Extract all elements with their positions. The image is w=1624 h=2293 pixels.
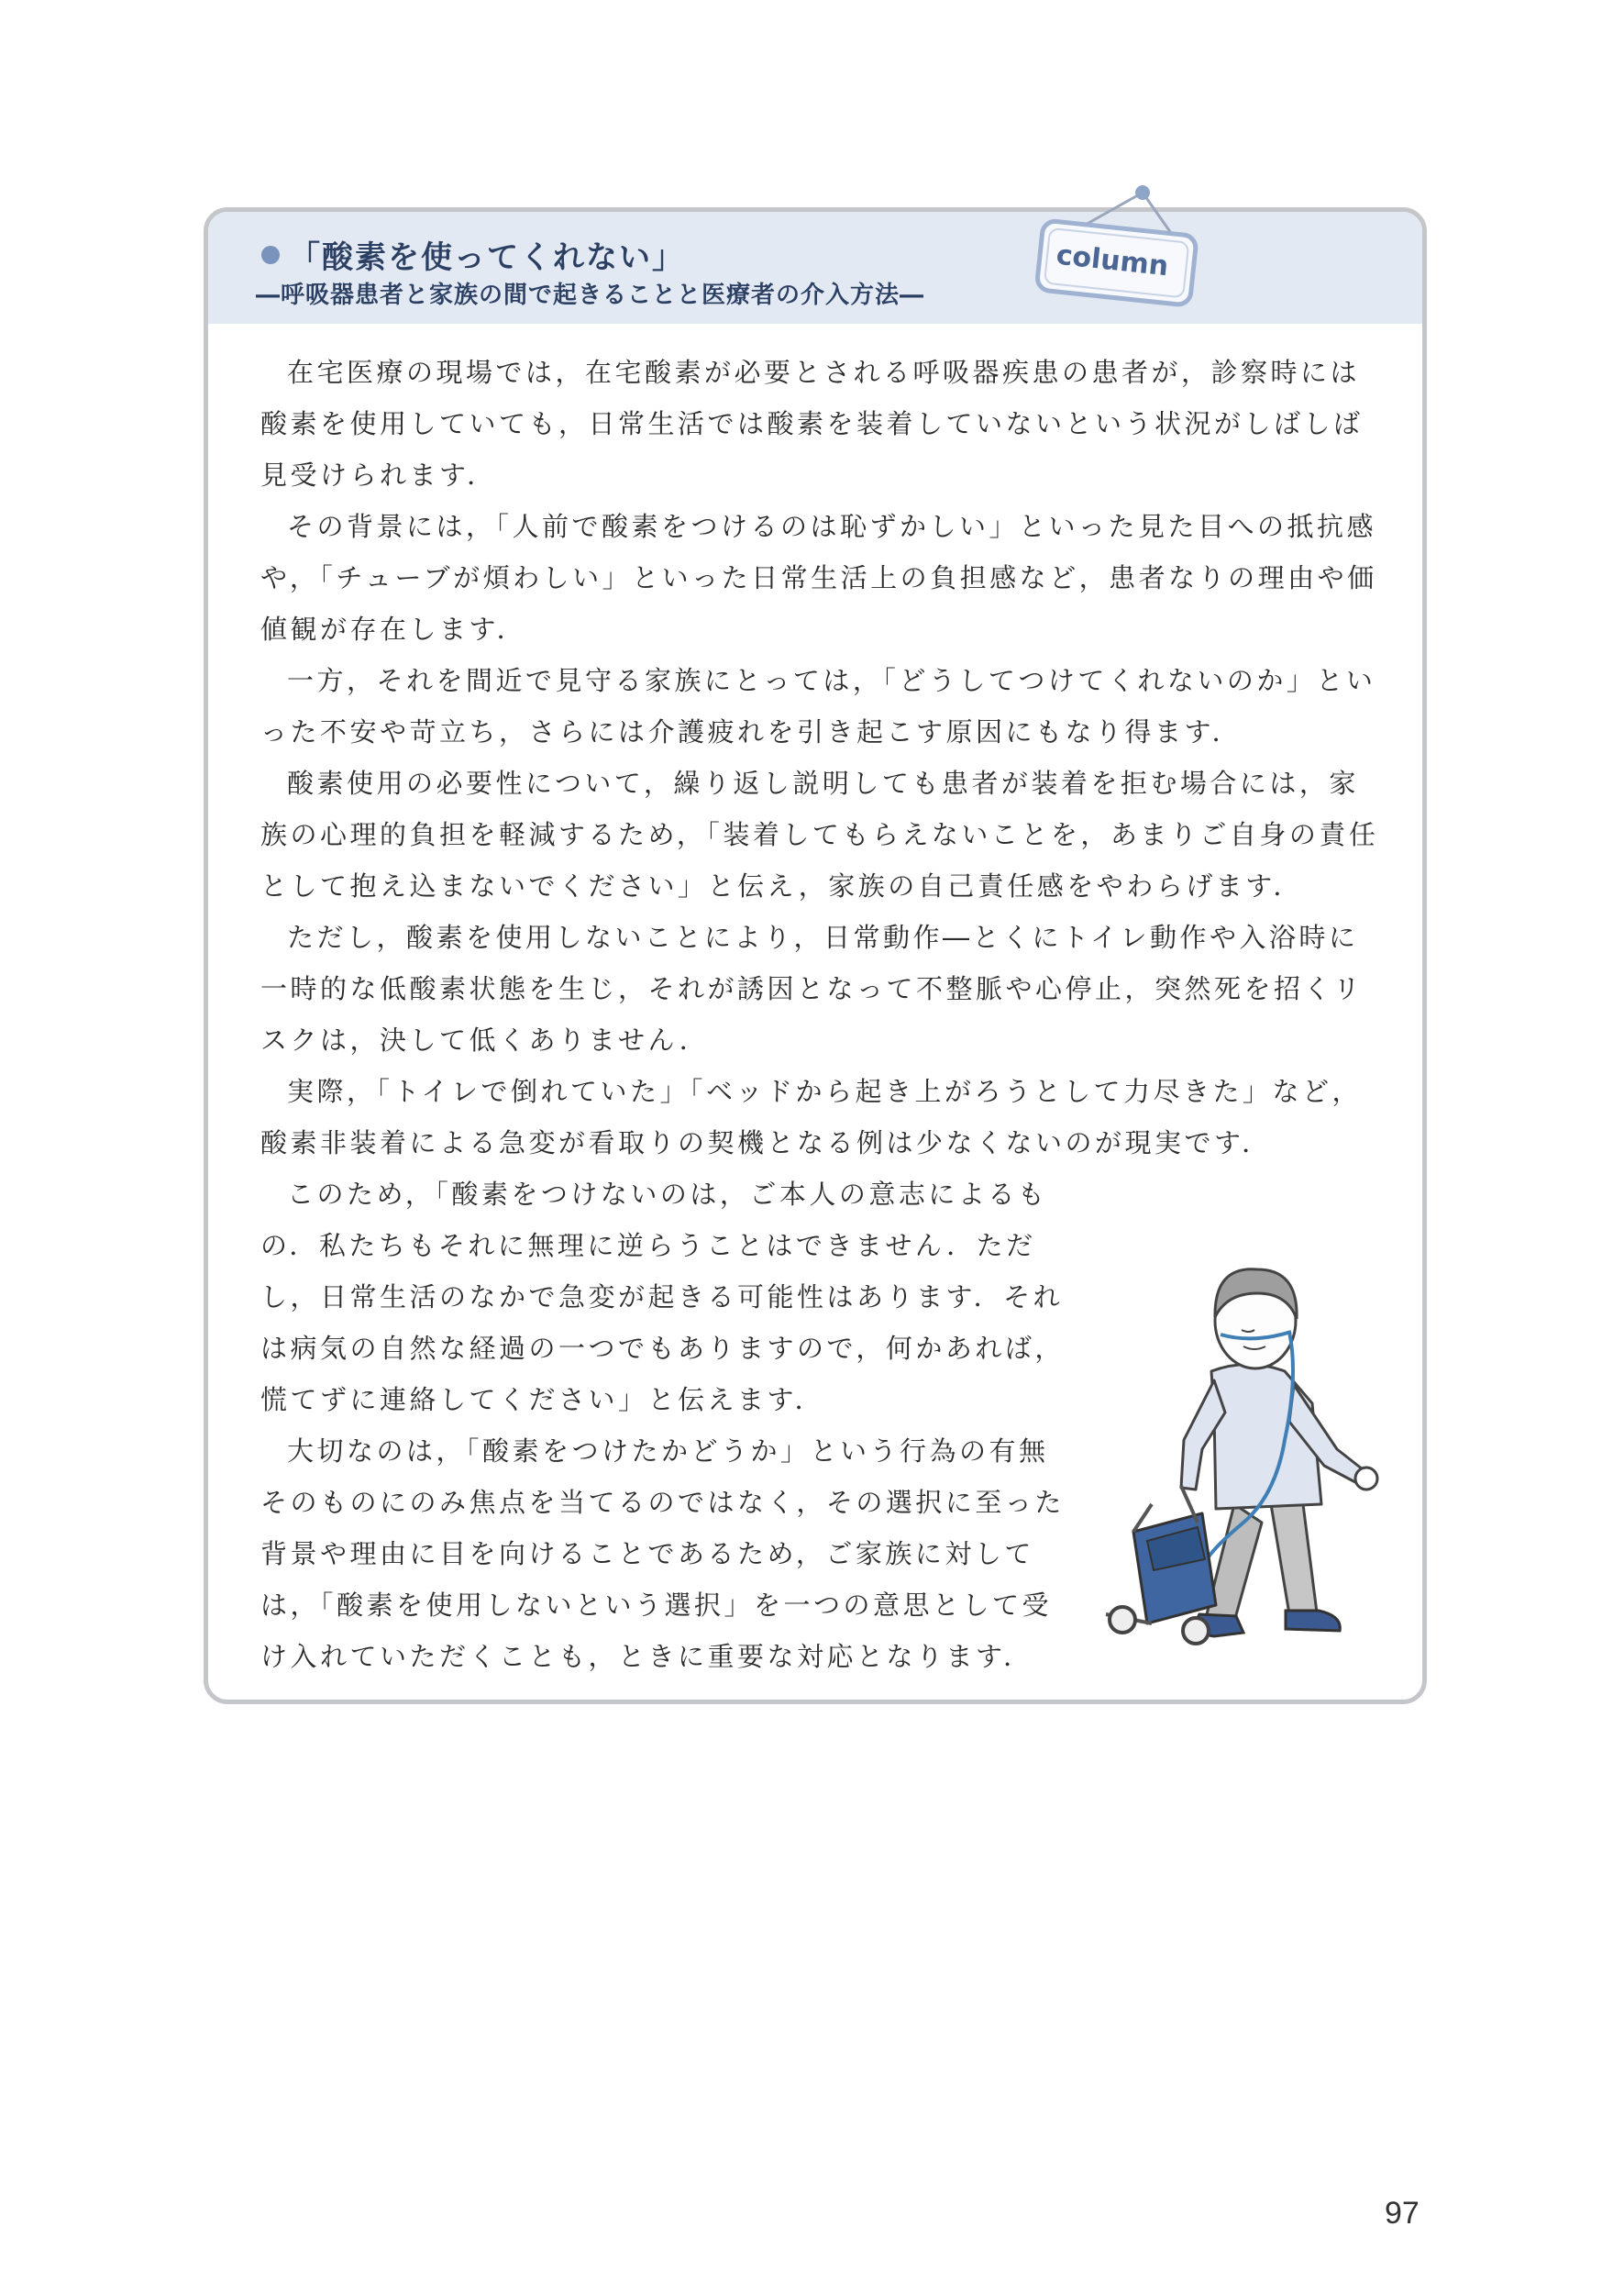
column-tag-label: column [1055, 238, 1170, 282]
paragraph: 在宅医療の現場では，在宅酸素が必要とされる呼吸器疾患の患者が，診察時には酸素を使用していても，日常生活では酸素を装着していないという状況がしばしば見受けられます． [260, 357, 1364, 491]
paragraph: このため，「酸素をつけないのは，ご本人の意志によるもの．私たちもそれに無理に逆らうことはできません．ただし，日常生活のなかで急変が起きる可能性はあります．それは病気の自然な経過の一つでもありますので，何かあれば，慌てずに連絡してください」と伝えます． [260, 1179, 1065, 1415]
paragraph: 酸素使用の必要性について，繰り返し説明しても患者が装着を拒む場合には，家族の心理的負担を軽減するため，「装着してもらえないことを，あまりご自身の責任として抱え込まないでください」と伝え，家族の自己責任感をやわらげます． [260, 768, 1379, 902]
paragraph: 実際，「トイレで倒れていた」「ベッドから起き上がろうとして力尽きた」など，酸素非装着による急変が看取りの契機となる例は少なくないのが現実です． [260, 1076, 1363, 1158]
elderly-man-with-oxygen-cart-illustration [1097, 1229, 1399, 1660]
column-title: 「酸素を使ってくれない」 [289, 239, 685, 276]
column-subtitle: ―呼吸器患者と家族の間で起きることと医療者の介入方法― [256, 282, 925, 309]
bullet-icon [261, 246, 280, 264]
paragraph: その背景には，「人前で酸素をつけるのは恥ずかしい」といった見た目への抵抗感や，「チューブが煩わしい」といった日常生活上の負担感など，患者なりの理由や価値観が存在します． [260, 511, 1377, 645]
paragraph: 大切なのは，「酸素をつけたかどうか」という行為の有無そのものにのみ焦点を当てるのではなく，その選択に至った背景や理由に目を向けることであるため，ご家族に対しては，「酸素を使用しないという選択」を一つの意思として受け入れていただくことも，ときに重要な対応となります． [260, 1435, 1065, 1672]
column-title-line [261, 232, 685, 277]
column-header [208, 212, 1422, 324]
page-number: 97 [1385, 2196, 1420, 2231]
paragraph: ただし，酸素を使用しないことにより，日常動作―とくにトイレ動作や入浴時に一時的な低酸素状態を生じ，それが誘因となって不整脈や心停止，突然死を招くリスクは，決して低くありません． [260, 922, 1364, 1056]
paragraph: 一方，それを間近で見守る家族にとっては，「どうしてつけてくれないのか」といった不安や苛立ち，さらには介護疲れを引き起こす原因にもなり得ます． [260, 665, 1376, 748]
